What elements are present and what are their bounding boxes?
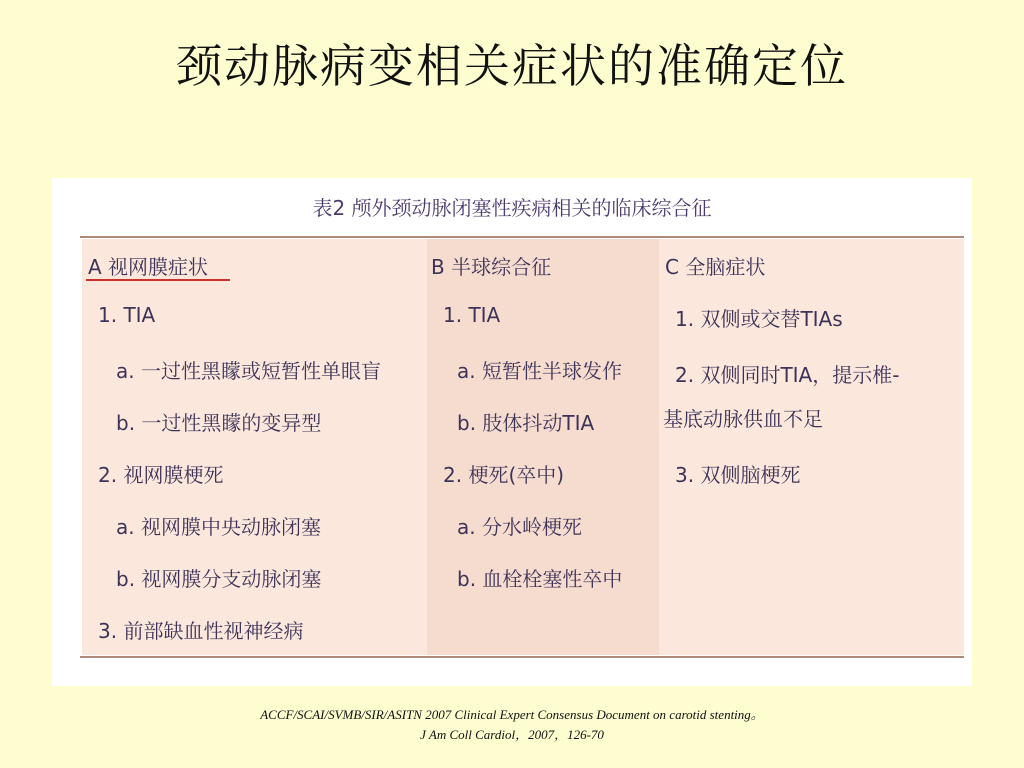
header-underline [86, 279, 230, 281]
column-b-header: B 半球综合征 [431, 255, 552, 279]
column-b-item: 1. TIA [443, 303, 501, 327]
column-b-item: 2. 梗死(卒中) [443, 463, 565, 487]
column-c-item: 1. 双侧或交替TIAs [675, 307, 843, 331]
table-rule-bottom [80, 656, 964, 658]
slide-title: 颈动脉病变相关症状的准确定位 [176, 39, 848, 93]
column-a [82, 239, 427, 655]
column-a-item: 1. TIA [98, 303, 156, 327]
column-b-item: a. 分水岭梗死 [457, 515, 582, 539]
column-a-item: a. 视网膜中央动脉闭塞 [116, 515, 321, 539]
column-a-item: b. 视网膜分支动脉闭塞 [116, 567, 322, 591]
column-a-item: a. 一过性黑矇或短暂性单眼盲 [116, 359, 381, 383]
citation-line-2: J Am Coll Cardiol，2007，126-70 [420, 727, 604, 742]
table-image [52, 178, 972, 686]
column-b-item: b. 血栓栓塞性卒中 [457, 567, 623, 591]
table-rule-top [80, 236, 964, 238]
column-a-header: A 视网膜症状 [88, 255, 209, 279]
column-c-item: 2. 双侧同时TIA，提示椎- [675, 363, 900, 387]
column-a-item: 2. 视网膜梗死 [98, 463, 224, 487]
column-c-item: 3. 双侧脑梗死 [675, 463, 801, 487]
citation-line-1: ACCF/SCAI/SVMB/SIR/ASITN 2007 Clinical Expert Consensus Document on carotid stenting。 [260, 707, 764, 722]
column-b-item: a. 短暂性半球发作 [457, 359, 622, 383]
column-c-header: C 全脑症状 [665, 255, 766, 279]
column-b [427, 239, 659, 655]
column-c-item: 基底动脉供血不足 [663, 407, 823, 431]
column-a-item: b. 一过性黑矇的变异型 [116, 411, 322, 435]
column-b-item: b. 肢体抖动TIA [457, 411, 595, 435]
column-a-item: 3. 前部缺血性视神经病 [98, 619, 304, 643]
table-caption: 表2 颅外颈动脉闭塞性疾病相关的临床综合征 [312, 196, 712, 220]
column-c [659, 239, 964, 655]
table-body [82, 239, 964, 655]
